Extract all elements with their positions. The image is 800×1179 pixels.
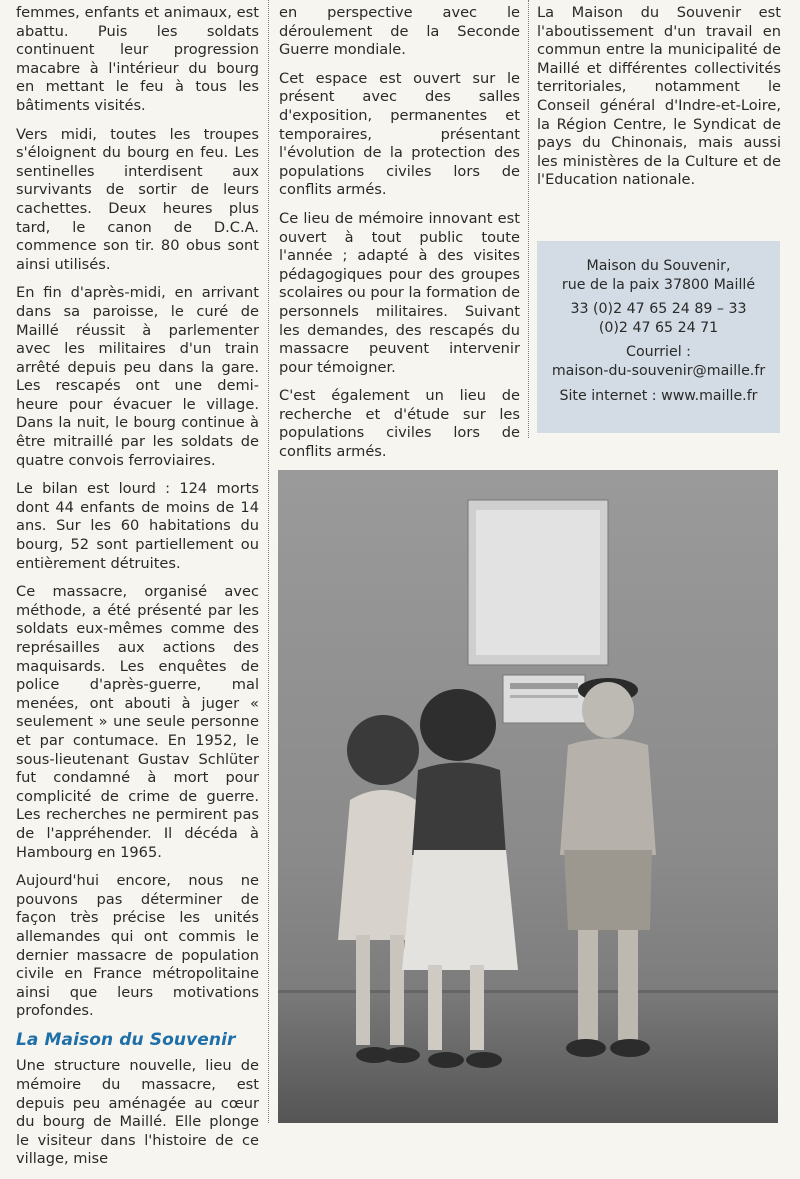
contact-email-label: Courriel : <box>626 344 691 361</box>
paragraph: C'est également un lieu de recherche et d'étude sur les populations civiles lors de conflits armés. <box>279 387 520 461</box>
paragraph: Ce massacre, organisé avec méthode, a été présenté par les soldats eux-mêmes comme des représailles aux actions des maquisards. Les enquêtes de police d'après-guerre, mal menées, ont abouti à juger « seulement » une seule personne et par contumace. En 1952, le sous-lieutenant Gustav Schlüter fut condamné à mort pour complicité de crime de guerre. Les recherches ne permirent pas de l'appréhender. Il décéda à Hambourg en 1965. <box>16 583 259 861</box>
paragraph: La Maison du Souvenir est l'aboutissement d'un travail en commun entre la municipalité de Maillé et différentes collectivités territoriales, notamment le Conseil général d'Indre-et-Loire, la Région Centre, le Syndicat de pays du Chinonais, mais aussi les ministères de la Culture et de l'Education nationale. <box>537 4 781 189</box>
contact-email-link[interactable]: maison-du-souvenir@maille.fr <box>551 362 766 379</box>
contact-phone-1: 33 (0)2 47 65 24 89 – 33 <box>570 301 747 318</box>
paragraph: En fin d'après-midi, en arrivant dans sa paroisse, le curé de Maillé réussit à parlementer avec les militaires d'un train arrêté depuis peu dans la gare. Les rescapés ont une demi-heure pour évacuer le village. Dans la nuit, le bourg continue à être mitraillé par les soldats de quatre convois ferroviaires. <box>16 284 259 469</box>
section-heading: La Maison du Souvenir <box>16 1029 236 1050</box>
paragraph: Vers midi, toutes les troupes s'éloignent du bourg en feu. Les sentinelles interdisent aux survivants de sortir de leurs cachettes. Deux heures plus tard, le canon de D.C.A. commence son tir. 80 obus sont ainsi utilisés. <box>16 125 259 273</box>
paragraph: Cet espace est ouvert sur le présent avec des salles d'exposition, permanentes et temporaires, présentant l'évolution de la protection des populations civiles lors de conflits armés. <box>279 69 520 199</box>
article-column-1 <box>16 4 259 1179</box>
contact-website-link[interactable]: Site internet : www.maille.fr <box>559 387 758 404</box>
paragraph: Le bilan est lourd : 124 morts dont 44 enfants de moins de 14 ans. Sur les 60 habitations du bourg, 52 sont partiellement ou entièrement détruites. <box>16 480 259 572</box>
contact-name: Maison du Souvenir, <box>586 258 731 274</box>
column-divider-2 <box>528 0 529 438</box>
contact-address: rue de la paix 37800 Maillé <box>561 276 756 293</box>
memorial-plaque-photo <box>278 470 778 1123</box>
paragraph: femmes, enfants et animaux, est abattu. Puis les soldats continuent leur progression macabre à l'intérieur du bourg en mettant le feu à tous les bâtiments visités. <box>16 4 259 114</box>
column-divider-1 <box>268 0 269 1123</box>
paragraph: en perspective avec le déroulement de la Seconde Guerre mondiale. <box>279 4 520 59</box>
paragraph: Une structure nouvelle, lieu de mémoire du massacre, est depuis peu aménagée au cœur du bourg de Maillé. Elle plonge le visiteur dans l'histoire de ce village, mise <box>16 1057 259 1168</box>
contact-box <box>537 241 780 433</box>
paragraph: Aujourd'hui encore, nous ne pouvons pas déterminer de façon très précise les unités allemandes qui ont commis le dernier massacre de population civile en France métropolitaine ainsi que leurs motivations profondes. <box>16 872 259 1020</box>
paragraph: Ce lieu de mémoire innovant est ouvert à tout public toute l'année ; adapté à des visites pédagogiques pour des groupes scolaires ou pour la formation de personnels militaires. Suivant les demandes, des rescapés du massacre peuvent intervenir pour témoigner. <box>279 209 520 376</box>
contact-phone-2: (0)2 47 65 24 71 <box>598 319 719 336</box>
article-column-3 <box>537 4 781 200</box>
article-column-2 <box>279 4 520 472</box>
